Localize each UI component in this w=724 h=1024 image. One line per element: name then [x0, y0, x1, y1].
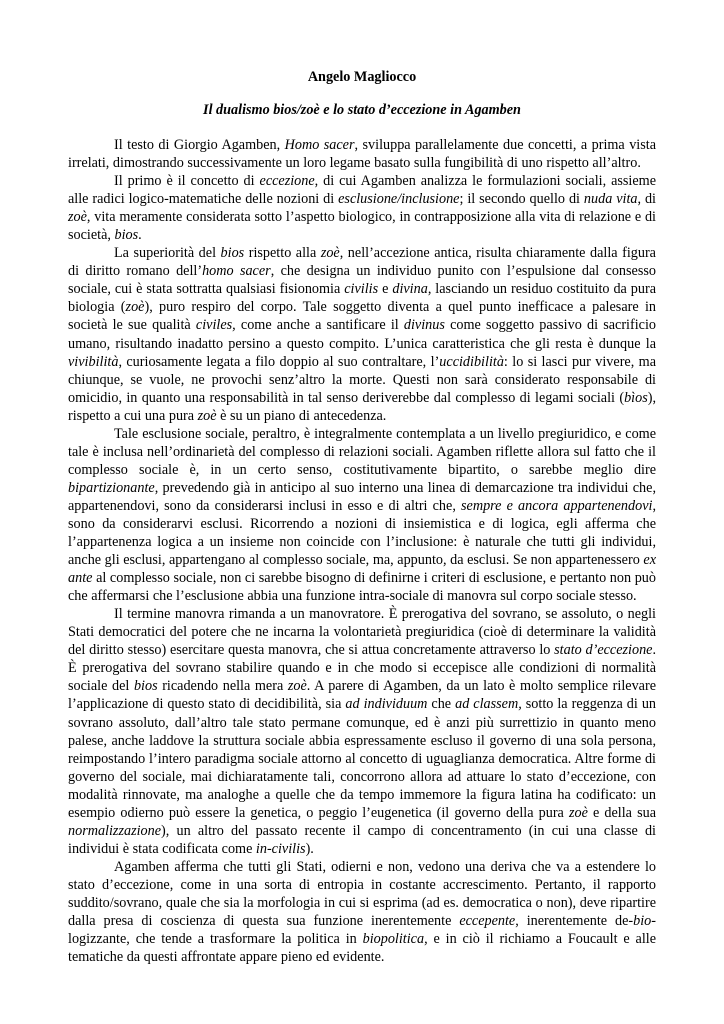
text-run: che — [427, 696, 456, 713]
italic-term: zoè — [125, 299, 145, 316]
text-run: , curiosamente legata a filo doppio al suo contraltare, l’ — [118, 353, 440, 370]
italic-term: civiles, — [195, 317, 236, 334]
body-paragraph — [68, 244, 656, 424]
body-paragraph — [68, 858, 656, 966]
text-run: come soggetto passivo di sacrificio umano, risultando inadatto persino a questo compito. L’unica caratteristica che gli resta è dunque la — [68, 317, 656, 352]
text-run: ), puro respiro del corpo. Tale soggetto diventa a quel punto inefficace a palesare in società le sue qualità — [68, 299, 656, 334]
text-run: La superiorità del — [114, 245, 221, 262]
italic-term: zoè — [68, 209, 87, 226]
body-paragraph — [68, 605, 656, 858]
italic-term: bìos — [624, 389, 648, 406]
text-run: sotto la reggenza di un sovrano assoluto, dall’altro tale stato permane comunque, ed è anzi più surrettizio in quanto meno palese, anche laddove la struttura sociale abbia espressamente escluso il governo di una sola persona, reimpostando l’intero paradigma sociale attorno al concetto di uguaglianza democratica. Altre forme di governo del sociale, mai dichiaratamente tali, concorrono allora ad attuare lo stato d’eccezione, con modalità rinnovate, ma analoghe a quelle che da tempo immemore la figura latina ha codificato: un esempio odierno può essere la genetica, o peggio l’eugenetica (il governo della pura — [68, 696, 657, 821]
text-run: Il termine manovra rimanda a un manovratore. È prerogativa del sovrano, se assoluto, o negli Stati democratici del potere che ne incarna la volontarietà pregiuridica (cioè di determinare la validità del diritto stesso) esercitare questa manovra, che si attua concretamente attraverso lo — [68, 606, 656, 659]
italic-term: ad individuum — [345, 696, 428, 713]
text-run: , che designa un individuo punito con l’espulsione dal consesso sociale, cui è stata sottratta qualsiasi fisionomia — [68, 263, 656, 298]
italic-term: eccezione — [259, 173, 315, 190]
text-run: e della sua — [587, 804, 657, 821]
body-paragraph — [68, 136, 656, 172]
text-run: ), rispetto a cui una pura — [68, 389, 656, 424]
italic-term: ex ante — [68, 552, 656, 587]
essay-body — [68, 136, 656, 966]
text-run: ricadendo nella mera — [157, 678, 288, 695]
text-run: -logizzante, che tende a trasformare la politica in — [68, 913, 657, 948]
italic-term: zoè — [287, 678, 307, 695]
body-paragraph — [68, 172, 656, 244]
text-run: , sviluppa parallelamente due concetti, a prima vista irrelati, dimostrando successivamente un loro legame basato sulla fungibilità di uno rispetto all’altro. — [68, 137, 656, 172]
italic-term: zoè — [197, 407, 217, 424]
italic-term: bipartizionante — [68, 479, 155, 496]
text-run: , e in ciò il richiamo a Foucault e alle tematiche da questi affrontate appare pieno ed evidente. — [68, 931, 656, 966]
text-run: . — [138, 227, 142, 244]
italic-term: divina — [392, 281, 428, 298]
text-run: . A parere di Agamben, da un lato è molto semplice rilevare l’applicazione di questo stato di decidibilità, sia — [68, 678, 656, 713]
italic-term: stato d’eccezione — [554, 642, 653, 659]
text-run: Tale esclusione sociale, peraltro, è integralmente contemplata a un livello pregiuridico, e come tale è inclusa nell’ordinarietà del complesso di relazioni sociali. Agamben riflette allora sul fatto che il complesso sociale è, in un certo senso, costitutivamente bipartito, o sarebbe meglio dire — [68, 425, 656, 478]
text-run: : lo si lasci pur vivere, ma chiunque, se vuole, ne provochi senz’altro la morte. Questi non sarà considerato responsabile di omicidio, in quanto una responsabilità in tal senso deriverebbe dal complesso di legami sociali ( — [68, 353, 656, 406]
italic-term: civilis — [344, 281, 379, 298]
italic-term: normalizzazione — [68, 822, 162, 839]
text-run: è su un piano di antecedenza. — [216, 407, 387, 424]
text-run: ; il secondo quello di — [459, 191, 584, 208]
italic-term: nuda vita — [583, 191, 638, 208]
text-run: rispetto alla — [244, 245, 321, 262]
essay-title: Il dualismo bios/zoè e lo stato d’eccezione in Agamben — [203, 102, 521, 118]
text-run: e — [378, 281, 393, 298]
italic-term: bios — [220, 245, 245, 262]
italic-term: bios — [133, 678, 158, 695]
text-run: , sono da considerarvi esclusi. Ricorrendo a nozioni di insiemistica e di logica, egli afferma che l’appartenenza logica a un insieme non coincide con l’inclusione: è naturale che tutti gli individui, anche gli esclusi, appartengano al complesso sociale, ma, appunto, da esclusi. Se non appartenessero — [68, 497, 656, 569]
body-paragraph — [68, 425, 656, 605]
text-run: ). — [305, 840, 314, 857]
text-run: , nell’accezione antica, risulta chiaramente dalla figura di diritto romano dell’ — [68, 245, 656, 280]
italic-term: ad classem, — [455, 696, 522, 713]
italic-term: esclusione/inclusione — [338, 191, 460, 208]
italic-term: sempre e ancora appartenendovi — [461, 497, 653, 514]
text-run: Il primo è il concetto di — [114, 173, 260, 190]
author-name: Angelo Magliocco — [307, 69, 417, 85]
text-run: , lasciando un residuo costituito da pura biologia ( — [68, 281, 656, 316]
text-run: , prevedendo già in anticipo al suo interno una linea di demarcazione tra individui che, appartenendovi, sono da considerarsi inclusi in esso e di altri che, — [68, 479, 656, 514]
italic-term: biopolitica — [362, 931, 425, 948]
italic-term: in-civilis — [255, 840, 306, 857]
italic-term: bio — [633, 913, 652, 930]
text-run: , di cui Agamben analizza le formulazioni sociali, assieme alle radici logico-matematiche delle nozioni di — [68, 173, 656, 208]
italic-term: divinus — [403, 317, 445, 334]
text-run: al complesso sociale, non ci sarebbe bisogno di definirne i criteri di esclusione, e pertanto non può che affermarsi che l’esclusione abbia una funzione intra-sociale di manovra sul corpo sociale stesso. — [68, 570, 656, 605]
italic-term: eccepente — [459, 913, 516, 930]
italic-term: uccidibilità — [439, 353, 504, 370]
text-run: , di — [637, 191, 656, 208]
text-run: Agamben afferma che tutti gli Stati, odierni e non, vedono una deriva che va a estendere lo stato d’eccezione, come in una sorta di entropia in costante accrescimento. Pertanto, il rapporto suddito/sovrano, quale che sia la morfologia in cui si esprima (ad es. democratica o non), deve ripartire dalla presa di coscienza di questa sua funzione inerentemente — [68, 858, 656, 930]
italic-term: vivibilità — [68, 353, 119, 370]
text-run: Il testo di Giorgio Agamben, — [114, 137, 285, 153]
text-run: . È prerogativa del sovrano stabilire quando e in che modo si eccepisce alle condizioni di normalità sociale del — [68, 642, 657, 695]
text-run: come anche a santificare il — [235, 317, 404, 334]
italic-term: zoè — [568, 804, 588, 821]
text-run: ), un altro del passato recente il campo di concentramento (in cui una classe di individui è stata codificata come — [68, 822, 656, 857]
text-run: , vita meramente considerata sotto l’aspetto biologico, in contrapposizione alla vita di relazione e di società, — [68, 209, 656, 244]
text-run: , inerentemente de- — [515, 913, 634, 930]
italic-term: Homo sacer — [284, 137, 355, 153]
italic-term: zoè — [320, 245, 340, 262]
italic-term: homo sacer — [202, 263, 271, 280]
italic-term: bios — [114, 227, 139, 244]
